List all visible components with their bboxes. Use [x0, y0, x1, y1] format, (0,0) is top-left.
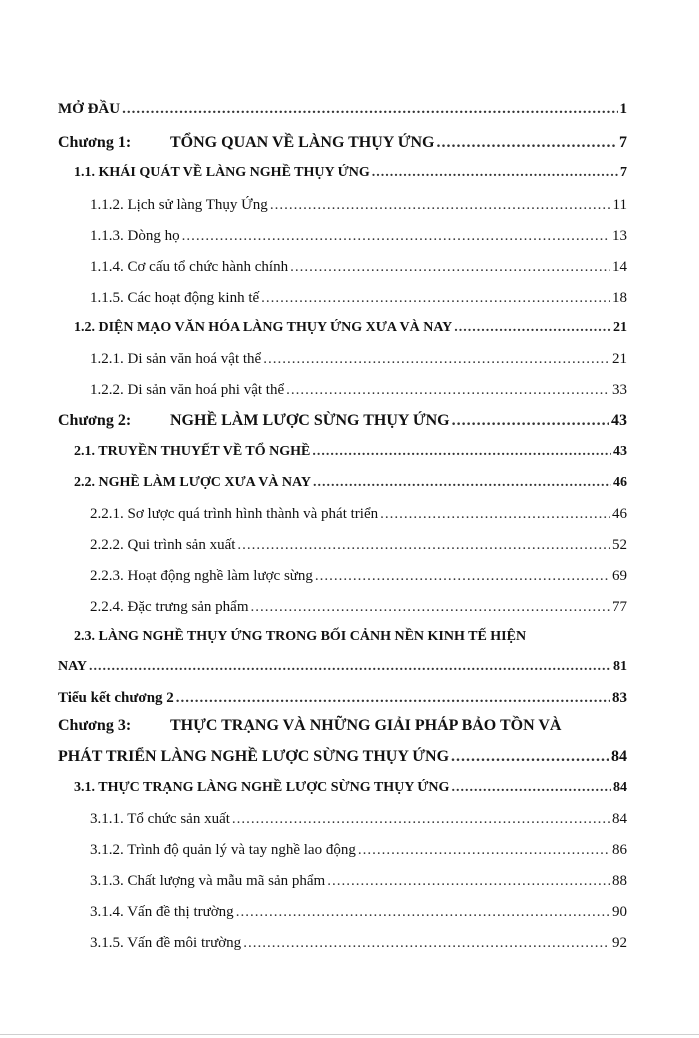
toc-entry-2-2-2[interactable] [0, 535, 627, 555]
toc-entry-label: Tiểu kết chương 2 [58, 690, 174, 706]
toc-entry-label: 2.1. TRUYỀN THUYẾT VỀ TỔ NGHỀ [74, 444, 311, 459]
toc-entry-2-2-3[interactable] [0, 566, 627, 586]
toc-entry-page: 46 [613, 475, 627, 490]
toc-entry-label: 2.2.4. Đặc trưng sản phẩm [90, 599, 249, 615]
toc-entry-page: 88 [612, 873, 627, 889]
toc-entry-label: 2.2.1. Sơ lược quá trình hình thành và phát triển [90, 506, 379, 522]
leader-dots [436, 133, 617, 153]
toc-entry-page: 13 [612, 228, 627, 244]
toc-entry-1-2-2[interactable] [0, 380, 627, 400]
toc-entry-1-1-4[interactable] [0, 257, 627, 277]
toc-entry-3-1-2[interactable] [0, 840, 627, 860]
toc-entry-2-2-1[interactable] [0, 504, 627, 524]
toc-entry-label: 2.2.2. Qui trình sản xuất [90, 537, 236, 553]
toc-entry-chapter-1[interactable] [0, 133, 627, 153]
leader-dots [290, 257, 610, 277]
toc-entry-label: 1.1.2. Lịch sử làng Thụy Ứng [90, 197, 268, 213]
leader-dots [243, 933, 610, 953]
leader-dots [263, 349, 610, 369]
toc-entry-page: 14 [612, 259, 627, 275]
page-edge-divider [0, 1034, 699, 1035]
toc-entry-page: 7 [619, 134, 627, 151]
leader-dots [286, 380, 610, 400]
toc-entry-tieu-ket-2[interactable] [0, 688, 627, 708]
toc-entry-label: 2.2.3. Hoạt động nghề làm lược sừng [90, 568, 313, 584]
toc-entry-mo-dau[interactable] [0, 99, 627, 119]
toc-entry-label: 1.1.3. Dòng họ [90, 228, 180, 244]
toc-entry-1-2-1[interactable] [0, 349, 627, 369]
toc-entry-label: NGHỀ LÀM LƯỢC SỪNG THỤY ỨNG [170, 412, 450, 429]
toc-entry-label: PHÁT TRIỂN LÀNG NGHỀ LƯỢC SỪNG THỤY ỨNG [58, 748, 450, 765]
leader-dots [251, 597, 610, 617]
toc-entry-3-1-3[interactable] [0, 871, 627, 891]
toc-entry-page: 86 [612, 842, 627, 858]
chapter-number: Chương 1: [58, 134, 132, 151]
toc-entry-page: 52 [612, 537, 627, 553]
toc-entry-label: 1.2. DIỆN MẠO VĂN HÓA LÀNG THỤY ỨNG XƯA VÀ NAY [74, 320, 453, 335]
leader-dots [182, 226, 610, 246]
toc-entry-page: 11 [612, 197, 627, 213]
leader-dots [451, 778, 611, 798]
toc-entry-section-1-2[interactable] [0, 318, 627, 338]
toc-entry-1-1-5[interactable] [0, 288, 627, 308]
chapter-number: Chương 3: [58, 717, 132, 734]
toc-entry-page: 81 [613, 659, 627, 674]
leader-dots [372, 163, 618, 183]
toc-entry-page: 84 [612, 811, 627, 827]
leader-dots [452, 411, 609, 431]
toc-entry-section-2-2[interactable] [0, 473, 627, 493]
leader-dots [176, 688, 610, 708]
toc-entry-2-2-4[interactable] [0, 597, 627, 617]
toc-entry-page: 83 [612, 690, 627, 706]
toc-entry-page: 84 [613, 780, 627, 795]
toc-entry-page: 92 [612, 935, 627, 951]
leader-dots [261, 288, 610, 308]
toc-entry-chapter-3[interactable] [0, 747, 627, 767]
toc-entry-page: 43 [611, 412, 627, 429]
leader-dots [122, 99, 617, 119]
toc-entry-section-2-1[interactable] [0, 442, 627, 462]
toc-entry-label: 3.1.5. Vấn đề môi trường [90, 935, 242, 951]
toc-entry-1-1-3[interactable] [0, 226, 627, 246]
toc-entry-3-1-4[interactable] [0, 902, 627, 922]
toc-entry-page: 1 [619, 101, 627, 117]
leader-dots [232, 809, 610, 829]
chapter-number: Chương 2: [58, 412, 132, 429]
toc-entry-label: 3.1.4. Vấn đề thị trường [90, 904, 234, 920]
leader-dots [380, 504, 610, 524]
toc-entry-label: NAY [58, 659, 88, 674]
toc-entry-page: 46 [612, 506, 627, 522]
toc-entry-page: 43 [613, 444, 627, 459]
toc-entry-section-1-1[interactable] [0, 163, 627, 183]
leader-dots [358, 840, 610, 860]
leader-dots [312, 442, 611, 462]
toc-entry-label: 3.1.3. Chất lượng và mẫu mã sản phẩm [90, 873, 326, 889]
leader-dots [236, 902, 610, 922]
toc-entry-page: 21 [613, 320, 627, 335]
toc-entry-label: MỞ ĐẦU [58, 101, 121, 117]
toc-entry-page: 18 [612, 290, 627, 306]
toc-entry-label: 1.2.1. Di sản văn hoá vật thể [90, 351, 262, 367]
toc-entry-label-line1: THỰC TRẠNG VÀ NHỮNG GIẢI PHÁP BẢO TỒN VÀ [170, 717, 562, 734]
leader-dots [237, 535, 610, 555]
toc-entry-label: 1.2.2. Di sản văn hoá phi vật thể [90, 382, 285, 398]
toc-entry-section-2-3-line1[interactable]: 2.3. LÀNG NGHỀ THỤY ỨNG TRONG BỐI CẢNH NỀN KINH TẾ HIỆN [74, 629, 527, 644]
toc-entry-page: 77 [612, 599, 627, 615]
toc-entry-chapter-2[interactable] [0, 411, 627, 431]
leader-dots [327, 871, 610, 891]
toc-entry-page: 33 [612, 382, 627, 398]
toc-entry-label: 3.1.2. Trình độ quản lý và tay nghề lao động [90, 842, 356, 858]
leader-dots [315, 566, 610, 586]
toc-entry-section-3-1[interactable] [0, 778, 627, 798]
toc-entry-label: 1.1. KHÁI QUÁT VỀ LÀNG NGHỀ THỤY ỨNG [74, 165, 370, 180]
toc-entry-label: 3.1. THỰC TRẠNG LÀNG NGHỀ LƯỢC SỪNG THỤY ỨNG [74, 780, 450, 795]
toc-entry-page: 84 [611, 748, 627, 765]
leader-dots [89, 657, 611, 677]
toc-entry-section-2-3[interactable] [0, 657, 627, 677]
toc-entry-label: TỔNG QUAN VỀ LÀNG THỤY ỨNG [170, 134, 435, 151]
leader-dots [451, 747, 609, 767]
toc-entry-page: 21 [612, 351, 627, 367]
leader-dots [454, 318, 611, 338]
leader-dots [313, 473, 611, 493]
toc-entry-3-1-1[interactable] [0, 809, 627, 829]
leader-dots [270, 195, 611, 215]
toc-entry-label: 2.2. NGHỀ LÀM LƯỢC XƯA VÀ NAY [74, 475, 311, 490]
toc-entry-3-1-5[interactable] [0, 933, 627, 953]
toc-entry-label: 3.1.1. Tổ chức sản xuất [90, 811, 230, 827]
toc-entry-page: 7 [620, 165, 627, 180]
toc-entry-label: 1.1.4. Cơ cấu tổ chức hành chính [90, 259, 289, 275]
toc-entry-1-1-2[interactable] [0, 195, 627, 215]
toc-entry-chapter-3-line1[interactable] [58, 716, 561, 736]
toc-entry-label: 1.1.5. Các hoạt động kinh tế [90, 290, 260, 306]
toc-entry-page: 90 [612, 904, 627, 920]
toc-entry-page: 69 [612, 568, 627, 584]
